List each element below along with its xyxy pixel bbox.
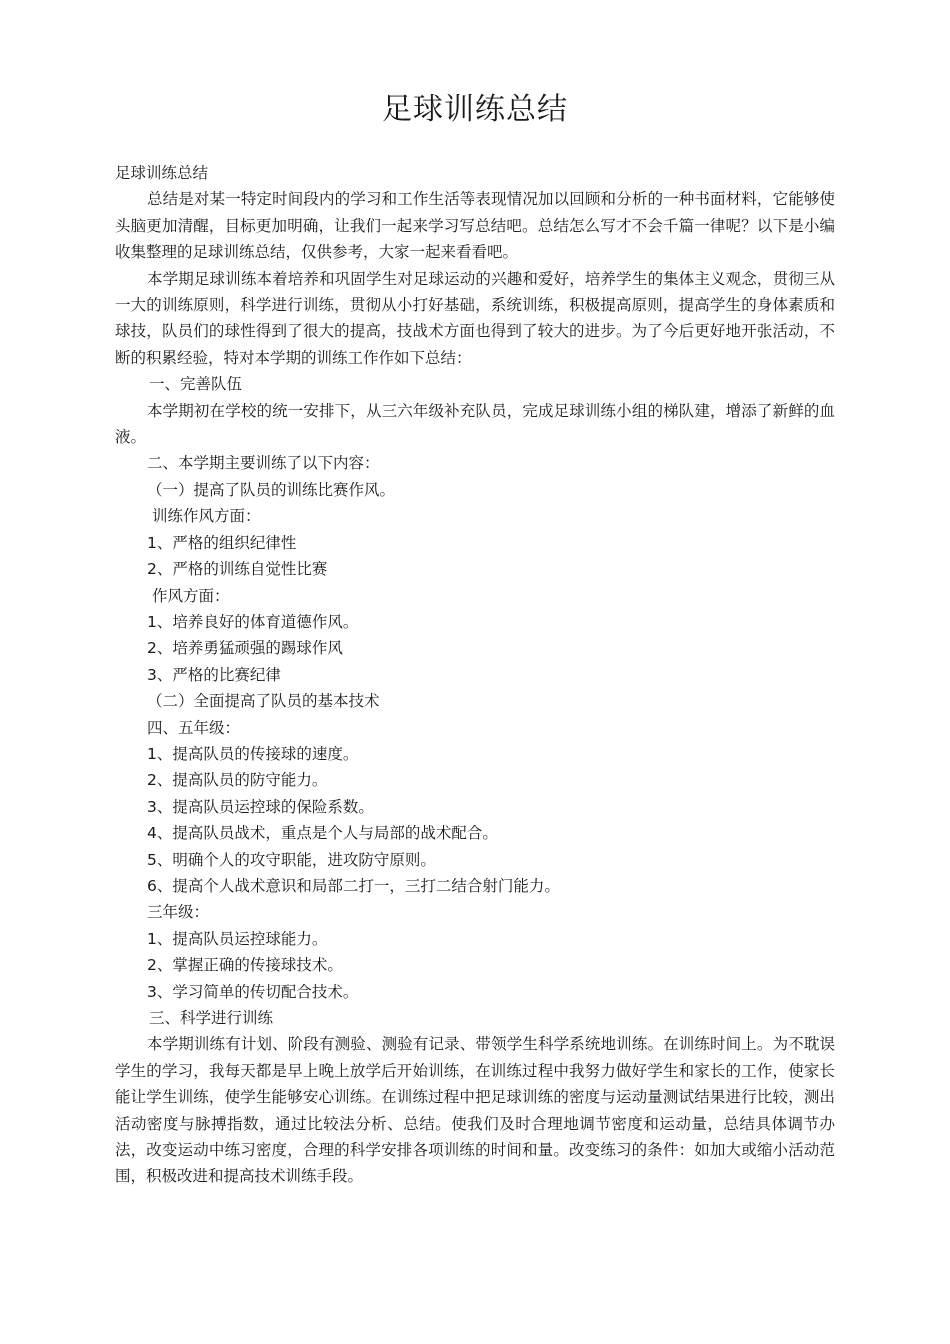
document-subtitle: 足球训练总结 [115, 164, 209, 182]
list-item: 3、严格的比赛纪律 [147, 665, 281, 684]
list-item: 4、提高队员战术，重点是个人与局部的战术配合。 [147, 824, 498, 843]
section3-paragraph: 本学期训练有计划、阶段有测验、测验有记录、带领学生科学系统地训练。在训练时间上。为不耽误学生的学习，我每天都是早上晚上放学后开始训练，在训练过程中我努力做好学生和家长的工作，使家长能让学生训练，使学生能够安心训练。在训练过程中把足球训练的密度与运动量测试结果进行比较，测出活动密度与脉搏指数，通过比较法分析、总结。使我们及时合理地调节密度和运动量，总结具体调节办法，改变运动中练习密度，合理的科学安排各项训练的时间和量。改变练习的条件：如加大或缩小活动范围，积极改进和提高技术训练手段。 [115, 1035, 835, 1186]
list-item: 3、提高队员运控球的保险系数。 [147, 797, 374, 816]
list-item: 1、提高队员的传接球的速度。 [147, 744, 359, 763]
document-body [115, 160, 835, 1190]
list-item: 5、明确个人的攻守职能，进攻防守原则。 [147, 850, 436, 869]
list-item: 2、掌握正确的传接球技术。 [147, 956, 343, 975]
list-item: 3、学习简单的传切配合技术。 [147, 982, 359, 1001]
section3-heading: 三、科学进行训练 [149, 1009, 274, 1027]
grade45-label: 四、五年级： [147, 718, 241, 737]
part2-heading: （二）全面提高了队员的基本技术 [147, 692, 380, 711]
list-item: 1、提高队员运控球能力。 [147, 929, 328, 948]
section1-heading: 一、完善队伍 [149, 375, 243, 394]
list-item: 2、培养勇猛顽强的踢球作风 [147, 639, 343, 658]
section2-heading: 二、本学期主要训练了以下内容： [147, 454, 380, 473]
training-style-label: 训练作风方面： [152, 507, 261, 526]
overview-paragraph: 本学期足球训练本着培养和巩固学生对足球运动的兴趣和爱好，培养学生的集体主义观念，贯彻三从一大的训练原则，科学进行训练，贯彻从小打好基础，系统训练，积极提高原则，提高学生的身体素质和球技，队员们的球性得到了很大的提高，技战术方面也得到了较大的进步。为了今后更好地开张活动，不断的积累经验，特对本学期的训练工作作如下总结： [115, 269, 835, 367]
section1-paragraph: 本学期初在学校的统一安排下，从三六年级补充队员，完成足球训练小组的梯队建，增添了新鲜的血液。 [115, 401, 835, 447]
intro-paragraph: 总结是对某一特定时间段内的学习和工作生活等表现情况加以回顾和分析的一种书面材料，它能够使头脑更加清醒，目标更加明确，让我们一起来学习写总结吧。总结怎么写才不会千篇一律呢？以下是小编收集整理的足球训练总结，仅供参考，大家一起来看看吧。 [115, 190, 835, 262]
document-title: 足球训练总结 [382, 92, 568, 127]
list-item: 2、严格的训练自觉性比赛 [147, 560, 328, 579]
list-item: 6、提高个人战术意识和局部二打一，三打二结合射门能力。 [147, 876, 560, 895]
list-item: 2、提高队员的防守能力。 [147, 771, 328, 790]
list-item: 1、严格的组织纪律性 [147, 533, 297, 552]
style-label: 作风方面： [152, 586, 230, 605]
grade3-label: 三年级： [147, 903, 210, 922]
list-item: 1、培养良好的体育道德作风。 [147, 612, 359, 631]
part1-heading: （一）提高了队员的训练比赛作风。 [147, 480, 396, 499]
